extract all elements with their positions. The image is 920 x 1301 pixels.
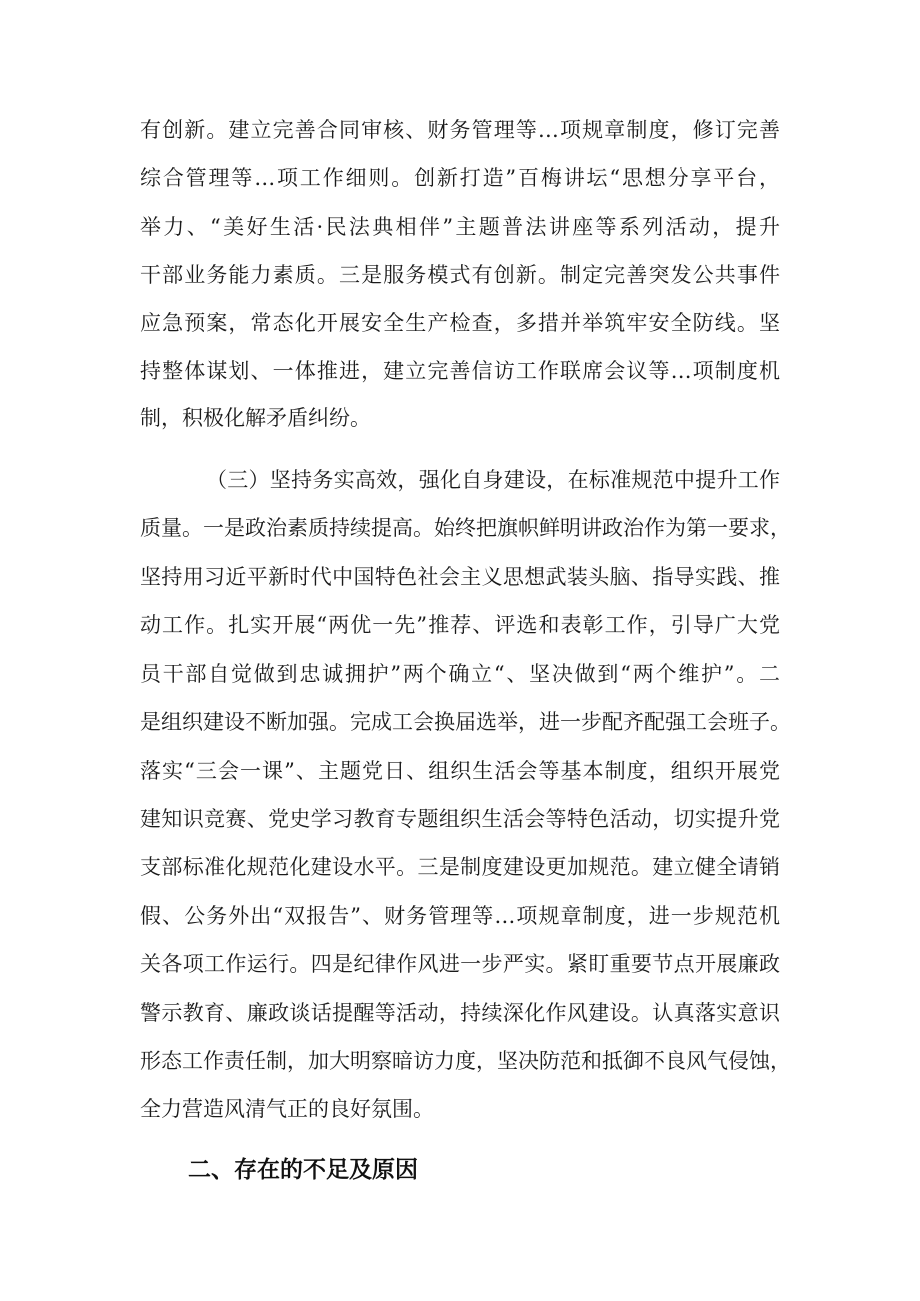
paragraph-1-line-6: 持整体谋划、一体推进，建立完善信访工作联席会议等…项制度机 bbox=[140, 359, 780, 383]
paragraph-2-line-3: 坚持用习近平新时代中国特色社会主义思想武装头脑、指导实践、推 bbox=[140, 565, 780, 589]
paragraph-2-line-4: 动工作。扎实开展“两优一先”推荐、评选和表彰工作，引导广大党 bbox=[140, 613, 780, 637]
paragraph-1-line-4: 干部业务能力素质。三是服务模式有创新。制定完善突发公共事件 bbox=[140, 263, 780, 287]
paragraph-1-line-5: 应急预案，常态化开展安全生产检查，多措并举筑牢安全防线。坚 bbox=[140, 311, 780, 335]
paragraph-2-line-12: 警示教育、廉政谈话提醒等活动，持续深化作风建设。认真落实意识 bbox=[140, 1001, 780, 1025]
paragraph-1-line-2: 综合管理等…项工作细则。创新打造”百梅讲坛“思想分享平台， bbox=[140, 166, 780, 190]
paragraph-1-line-7: 制，积极化解矛盾纠纷。 bbox=[140, 406, 371, 430]
paragraph-2-line-10: 假、公务外出“双报告”、财务管理等…项规章制度，进一步规范机 bbox=[140, 904, 780, 928]
paragraph-2-line-2: 质量。一是政治素质持续提高。始终把旗帜鲜明讲政治作为第一要求， bbox=[140, 516, 791, 540]
paragraph-2-line-5: 员干部自觉做到忠诚拥护”两个确立“、坚决做到“两个维护”。二 bbox=[140, 662, 780, 686]
paragraph-2-line-7: 落实“三会一课”、主题党日、组织生活会等基本制度，组织开展党 bbox=[140, 759, 780, 783]
paragraph-2-line-14: 全力营造风清气正的良好氛围。 bbox=[140, 1097, 434, 1121]
section-heading: 二、存在的不足及原因 bbox=[188, 1157, 418, 1183]
paragraph-1-line-3: 举力、“美好生活·民法典相伴”主题普法讲座等系列活动，提升 bbox=[140, 215, 780, 239]
paragraph-2-line-13: 形态工作责任制，加大明察暗访力度，坚决防范和抵御不良风气侵蚀， bbox=[140, 1049, 791, 1073]
paragraph-2-line-8: 建知识竞赛、党史学习教育专题组织生活会等特色活动，切实提升党 bbox=[140, 807, 780, 831]
paragraph-1-line-1: 有创新。建立完善合同审核、财务管理等…项规章制度，修订完善 bbox=[140, 118, 780, 142]
paragraph-2-line-1: （三）坚持务实高效，强化自身建设，在标准规范中提升工作 bbox=[206, 468, 780, 492]
paragraph-2-line-9: 支部标准化规范化建设水平。三是制度建设更加规范。建立健全请销 bbox=[140, 855, 780, 879]
paragraph-2-line-6: 是组织建设不断加强。完成工会换届选举，进一步配齐配强工会班子。 bbox=[140, 710, 791, 734]
paragraph-2-line-11: 关各项工作运行。四是纪律作风进一步严实。紧盯重要节点开展廉政 bbox=[140, 952, 780, 976]
